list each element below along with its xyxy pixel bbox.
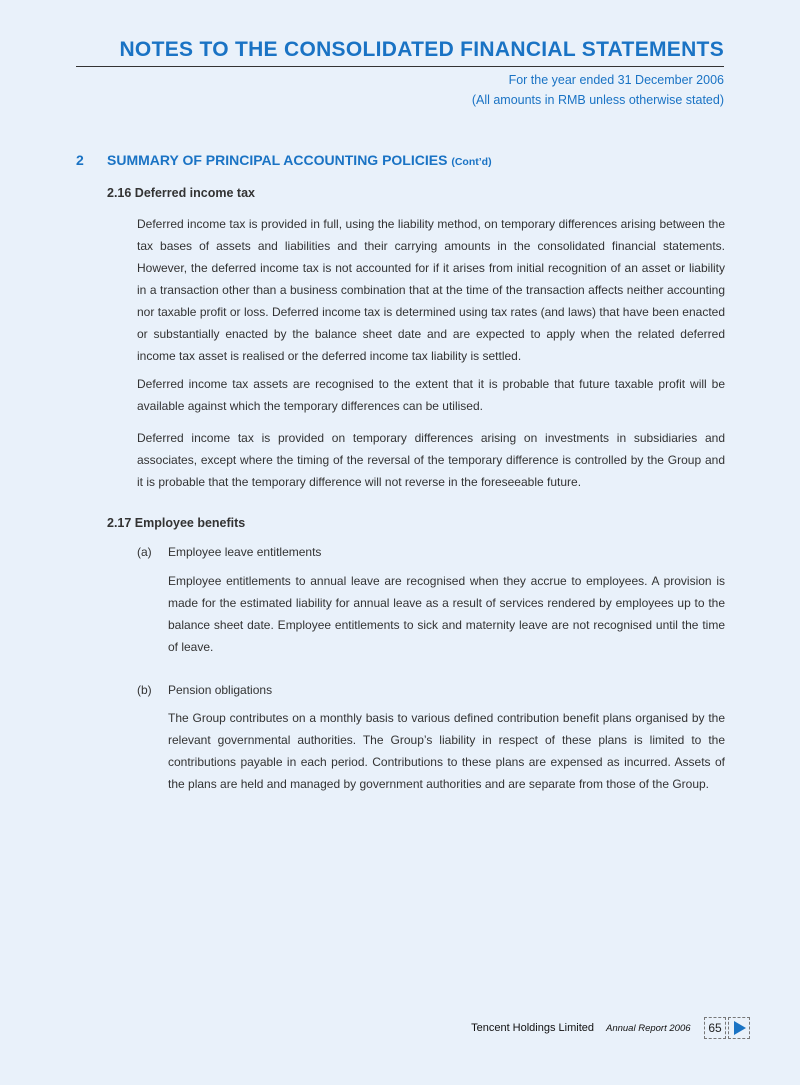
next-page-arrow-icon [729, 1018, 749, 1038]
footer-report-title: Annual Report 2006 [606, 1023, 691, 1034]
item-a-paragraph: Employee entitlements to annual leave are recognised when they accrue to employees. A provision is made for the estimated liability for annual leave as a result of services rendered by employees up to the balance sheet date. Employee entitlements to sick and maternity leave are not recognised until the time of leave. [168, 574, 725, 654]
item-b-marker: (b) [137, 683, 152, 697]
page-number: 65 [704, 1017, 726, 1039]
header-period: For the year ended 31 December 2006 [508, 73, 724, 87]
deferred-tax-paragraph: Deferred income tax is provided in full, using the liability method, on temporary differences arising between the tax bases of assets and liabilities and their carrying amounts in the consolidated financial statements. However, the deferred income tax is not accounted for if it arises from initial recognition of an asset or liability in a transaction other than a business combination that at the time of the transaction affects neither accounting nor taxable profit or loss. Deferred income tax is determined using tax rates (and laws) that have been enacted or substantially enacted by the balance sheet date and are expected to apply when the related deferred income tax asset is realised or the deferred income tax liability is settled. [137, 217, 725, 363]
deferred-tax-paragraph: Deferred income tax assets are recognised to the extent that it is probable that future taxable profit will be available against which the temporary differences can be utilised. [137, 377, 725, 413]
next-page-button[interactable] [728, 1017, 750, 1039]
deferred-tax-paragraph: Deferred income tax is provided on temporary differences arising on investments in subsidiaries and associates, except where the timing of the reversal of the temporary difference is controlled by the Group and it is probable that the temporary difference will not reverse in the foreseeable future. [137, 431, 725, 489]
header-currency-note: (All amounts in RMB unless otherwise stated) [471, 93, 724, 107]
deferred-tax-heading: 2.16 Deferred income tax [107, 186, 255, 200]
employee-benefits-heading: 2.17 Employee benefits [107, 516, 246, 530]
section-title-text: SUMMARY OF PRINCIPAL ACCOUNTING POLICIES [107, 152, 448, 168]
section-number: 2 [76, 152, 84, 168]
item-b-label: Pension obligations [168, 683, 273, 697]
item-a-label: Employee leave entitlements [168, 545, 322, 559]
footer-company-name: Tencent Holdings Limited [471, 1022, 594, 1034]
item-a-marker: (a) [137, 545, 152, 559]
item-b-paragraph: The Group contributes on a monthly basis to various defined contribution benefit plans organised by the relevant governmental authorities. The Group’s liability in respect of these plans is limited to the contributions payable in each period. Contributions to these plans are expensed as incurred. Assets of the plans are held and managed by government authorities and are separate from those of the Group. [168, 711, 725, 791]
section-contd: (Cont’d) [451, 156, 492, 168]
section-title [107, 152, 492, 168]
header-divider [76, 66, 724, 67]
page-header-title: NOTES TO THE CONSOLIDATED FINANCIAL STATEMENTS [119, 38, 724, 61]
